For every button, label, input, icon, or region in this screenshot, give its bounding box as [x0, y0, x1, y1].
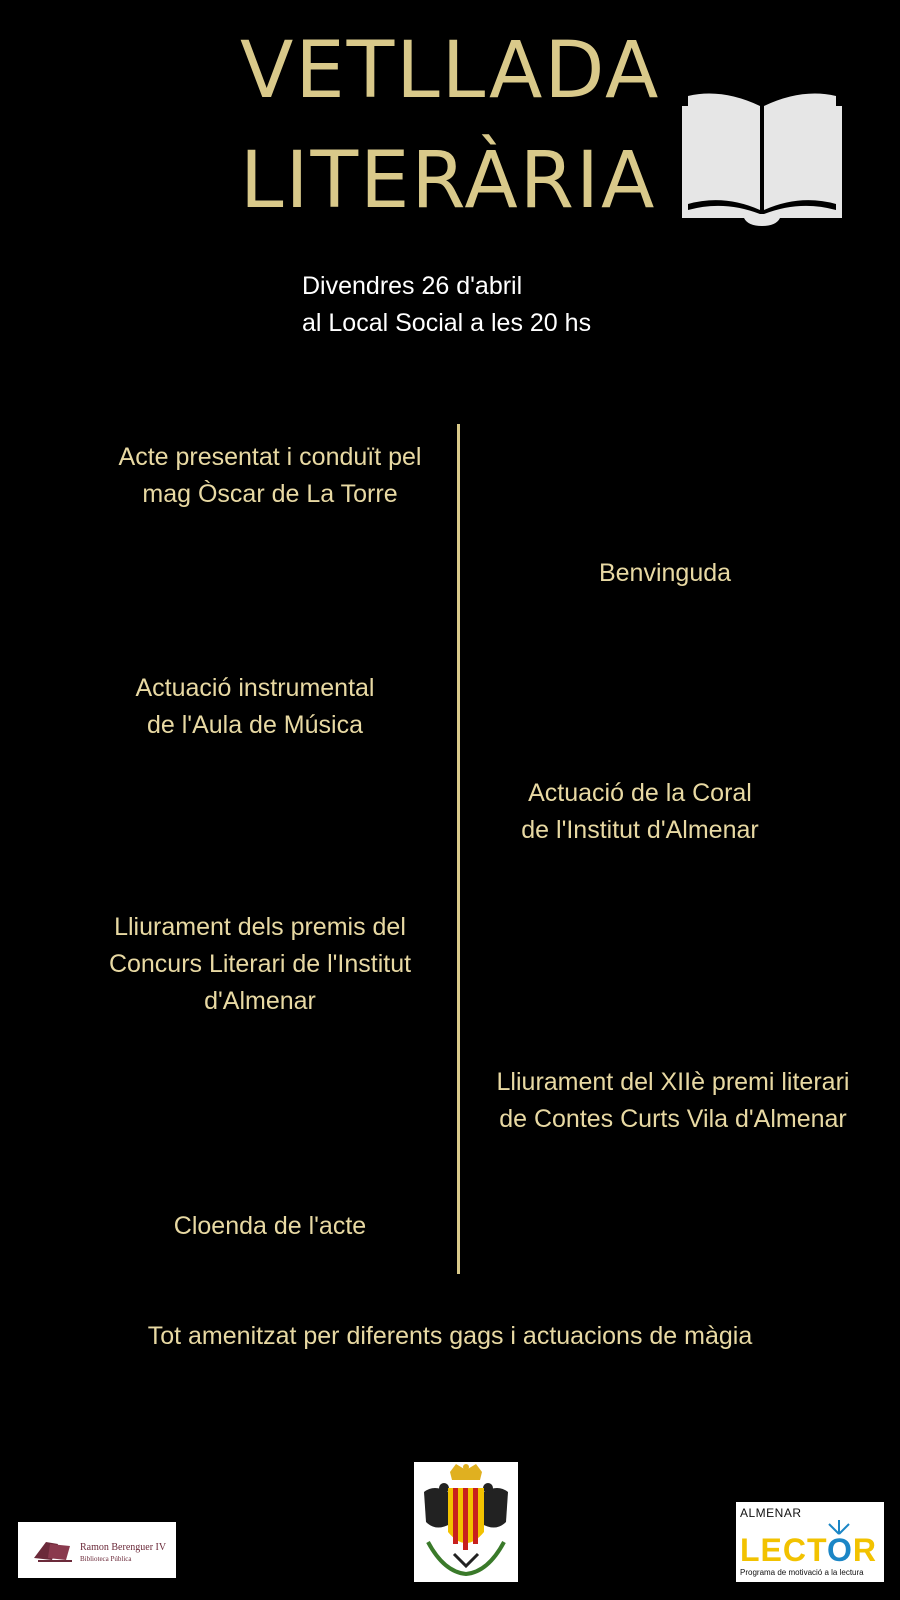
coat-of-arms-logo [414, 1462, 518, 1582]
library-logo-mark [32, 1536, 76, 1564]
event-info [302, 268, 591, 342]
sun-rays-icon [824, 1516, 854, 1536]
logo-brand: LECTOR [740, 1532, 877, 1568]
timeline-divider [457, 424, 460, 1274]
ramon-berenguer-logo [18, 1522, 176, 1578]
timeline-item: Benvinguda [598, 559, 732, 587]
event-date: Divendres 26 d'abril [302, 272, 523, 300]
timeline-item: Acte presentat i conduït pel mag Òscar de La Torre [118, 443, 422, 508]
library-subtitle: Biblioteca Pública [80, 1555, 132, 1563]
event-place: al Local Social a les 20 hs [302, 309, 592, 337]
footer-note: Tot amenitzat per diferents gags i actuacions de màgia [147, 1322, 753, 1350]
open-book-icon [682, 86, 842, 226]
title-line-2: LITERÀRIA [240, 136, 657, 226]
timeline-item: Lliurament dels premis del Concurs Literari de l'Institut d'Almenar [108, 913, 412, 1015]
logo-tagline: Programa de motivació a la lectura [740, 1568, 864, 1577]
timeline-item: Cloenda de l'acte [173, 1212, 367, 1240]
timeline-item: Actuació instrumental de l'Aula de Música [135, 674, 375, 739]
coat-of-arms-icon [414, 1462, 518, 1582]
timeline-item: Lliurament del XIIè premi literari de Contes Curts Vila d'Almenar [496, 1068, 850, 1133]
title-line-1: VETLLADA [240, 26, 661, 116]
timeline-item: Actuació de la Coral de l'Institut d'Almenar [521, 779, 759, 844]
library-name: Ramon Berenguer IV [80, 1542, 167, 1553]
almenar-lector-logo [736, 1502, 884, 1582]
logo-town-name: ALMENAR [740, 1506, 802, 1520]
